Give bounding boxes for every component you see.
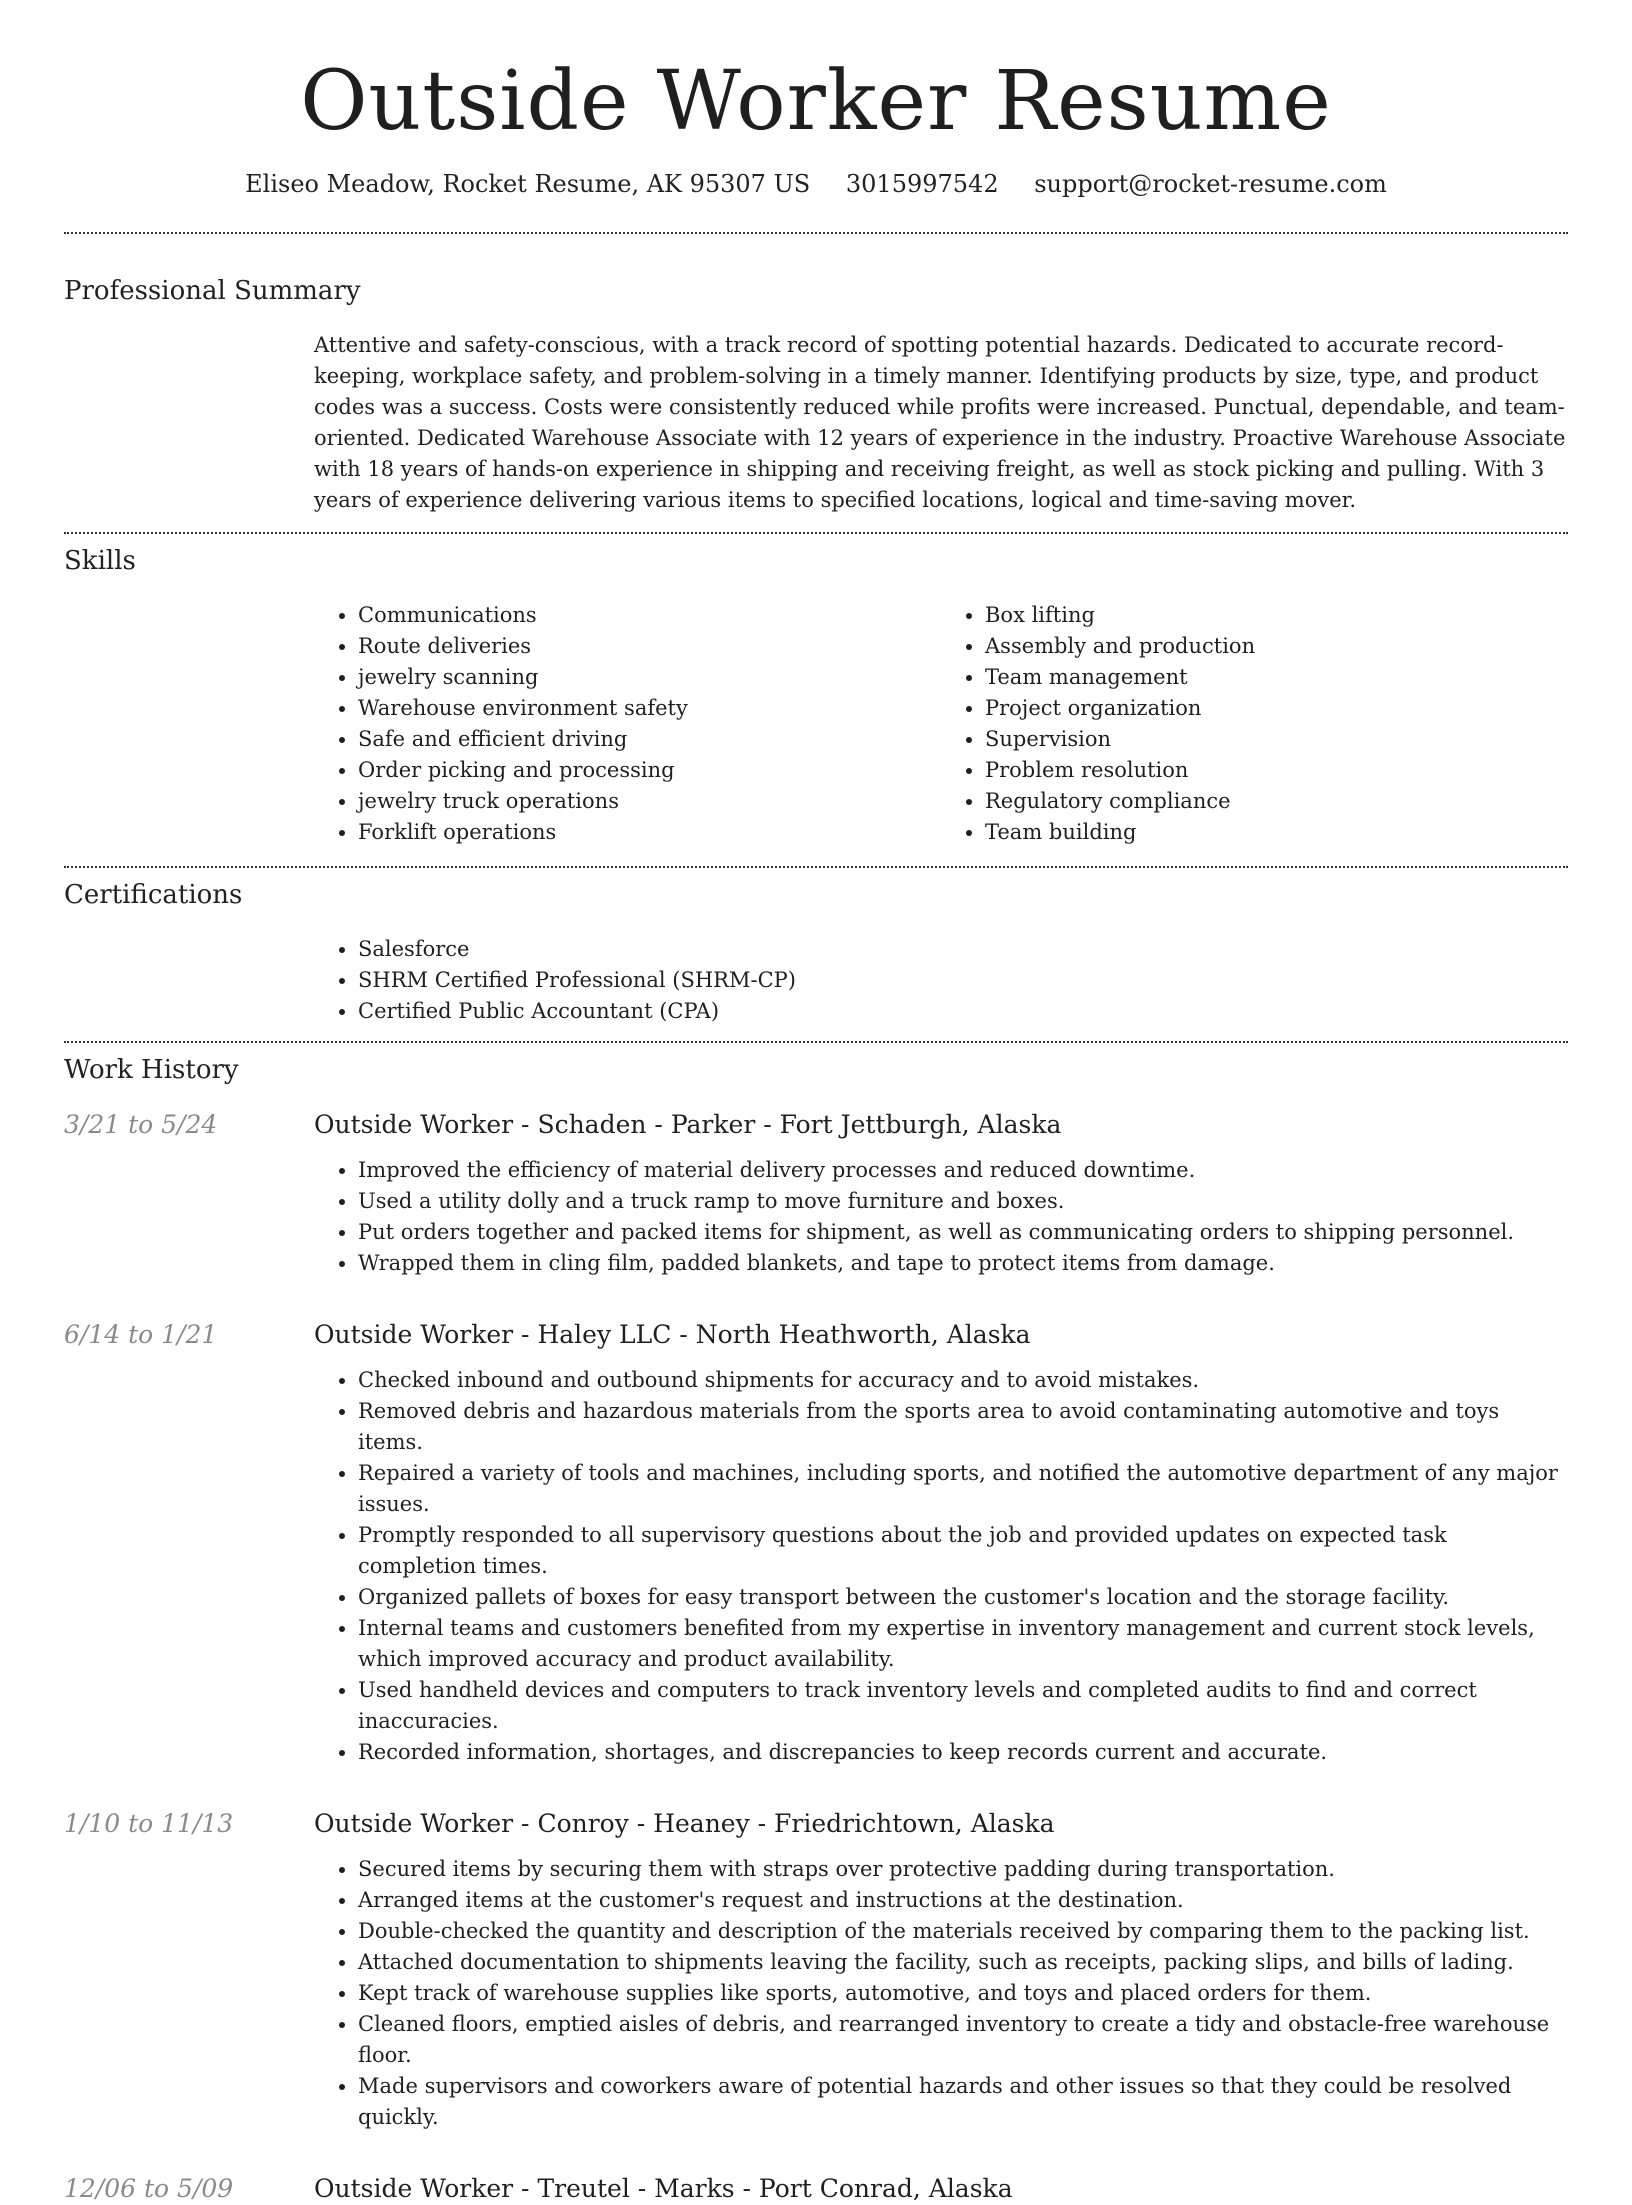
skill-item: • Communications [358,600,941,631]
skill-item: • Problem resolution [985,755,1568,786]
job-title: Outside Worker - Conroy - Heaney - Friedrichtown, Alaska [314,1809,1055,1838]
skill-item: • Team building [985,817,1568,848]
job-bullet: • Arranged items at the customer's request and instructions at the destination. [358,1885,1568,1916]
job-title: Outside Worker - Haley LLC - North Heathworth, Alaska [314,1320,1031,1349]
skill-item: • Team management [985,662,1568,693]
certifications-section [0,868,1632,1027]
summary-text: Attentive and safety-conscious, with a track record of spotting potential hazards. Dedicated to accurate record-keeping, workplace safety, and problem-solving in a timely manner. Identifying products by size, type, and product codes was a success. Costs were consistently reduced while profits were increased. Punctual, dependable, and team-oriented. Dedicated Warehouse Associate with 12 years of experience in the industry. Proactive Warehouse Associate with 18 years of hands-on experience in shipping and receiving freight, as well as stock picking and pulling. With 3 years of experience delivering various items to specified locations, logical and time-saving mover. [314,333,1566,512]
job-bullet: • Double-checked the quantity and description of the materials received by comparing them to the packing list. [358,1916,1568,1947]
job-title: Outside Worker - Schaden - Parker - Fort Jettburgh, Alaska [314,1110,1062,1139]
job-bullet: • Internal teams and customers benefited from my expertise in inventory management and current stock levels, which improved accuracy and product availability. [358,1613,1568,1675]
job-entry [64,1109,1568,1279]
skill-item: • Warehouse environment safety [358,693,941,724]
job-bullet: • Repaired a variety of tools and machines, including sports, and notified the automotive department of any major issues. [358,1458,1568,1520]
job-bullet: • Removed debris and hazardous materials from the sports area to avoid contaminating automotive and toys items. [358,1396,1568,1458]
job-bullet: • Used a utility dolly and a truck ramp to move furniture and boxes. [358,1186,1568,1217]
job-bullet: • Wrapped them in cling film, padded blankets, and tape to protect items from damage. [358,1248,1568,1279]
job-bullets [314,1854,1568,2133]
job-bullets [314,1365,1568,1768]
skill-item: • Supervision [985,724,1568,755]
summary-heading: Professional Summary [64,276,361,306]
skill-item: • Regulatory compliance [985,786,1568,817]
skill-item: • Assembly and production [985,631,1568,662]
job-dates: 3/21 to 5/24 [64,1110,218,1139]
job-entry [64,2173,1568,2205]
contact-phone: 3015997542 [845,170,999,198]
certification-item: • SHRM Certified Professional (SHRM-CP) [358,965,1568,996]
job-title: Outside Worker - Treutel - Marks - Port Conrad, Alaska [314,2174,1013,2203]
job-bullet: • Cleaned floors, emptied aisles of debris, and rearranged inventory to create a tidy and obstacle-free warehouse floor. [358,2009,1568,2071]
skill-item: • Order picking and processing [358,755,941,786]
job-dates: 12/06 to 5/09 [64,2174,234,2203]
skill-item: • Route deliveries [358,631,941,662]
skill-item: • Project organization [985,693,1568,724]
job-bullets [314,1155,1568,1279]
job-bullet: • Attached documentation to shipments leaving the facility, such as receipts, packing slips, and bills of lading. [358,1947,1568,1978]
skill-item: • jewelry truck operations [358,786,941,817]
skills-list-left [314,600,941,848]
certification-item: • Salesforce [358,934,1568,965]
skill-item: • jewelry scanning [358,662,941,693]
contact-line [0,170,1632,198]
job-bullet: • Used handheld devices and computers to track inventory levels and completed audits to find and correct inaccuracies. [358,1675,1568,1737]
job-bullet: • Kept track of warehouse supplies like sports, automotive, and toys and placed orders for them. [358,1978,1568,2009]
skill-item: • Box lifting [985,600,1568,631]
summary-section [0,234,1632,516]
job-dates: 1/10 to 11/13 [64,1809,234,1838]
job-entry [64,1319,1568,1768]
skill-item: • Safe and efficient driving [358,724,941,755]
skill-item: • Forklift operations [358,817,941,848]
job-bullet: • Promptly responded to all supervisory questions about the job and provided updates on expected task completion times. [358,1520,1568,1582]
job-bullet: • Organized pallets of boxes for easy transport between the customer's location and the storage facility. [358,1582,1568,1613]
job-dates: 6/14 to 1/21 [64,1320,218,1349]
contact-email: support@rocket-resume.com [1034,170,1387,198]
job-bullet: • Secured items by securing them with straps over protective padding during transportation. [358,1854,1568,1885]
job-bullet: • Checked inbound and outbound shipments for accuracy and to avoid mistakes. [358,1365,1568,1396]
job-bullet: • Improved the efficiency of material delivery processes and reduced downtime. [358,1155,1568,1186]
contact-address: Eliseo Meadow, Rocket Resume, AK 95307 US [245,170,811,198]
skills-heading: Skills [64,546,136,576]
resume-title: Outside Worker Resume [300,54,1332,149]
skills-list-right [941,600,1568,848]
job-entry [64,1808,1568,2133]
skills-section [0,534,1632,848]
work-history-section [0,1043,1632,2205]
job-bullet: • Recorded information, shortages, and discrepancies to keep records current and accurate. [358,1737,1568,1768]
certifications-heading: Certifications [64,880,243,910]
work-history-heading: Work History [64,1055,239,1085]
job-bullet: • Put orders together and packed items for shipment, as well as communicating orders to shipping personnel. [358,1217,1568,1248]
job-bullet: • Made supervisors and coworkers aware of potential hazards and other issues so that they could be resolved quickly. [358,2071,1568,2133]
certification-item: • Certified Public Accountant (CPA) [358,996,1568,1027]
certifications-list [314,934,1568,1027]
